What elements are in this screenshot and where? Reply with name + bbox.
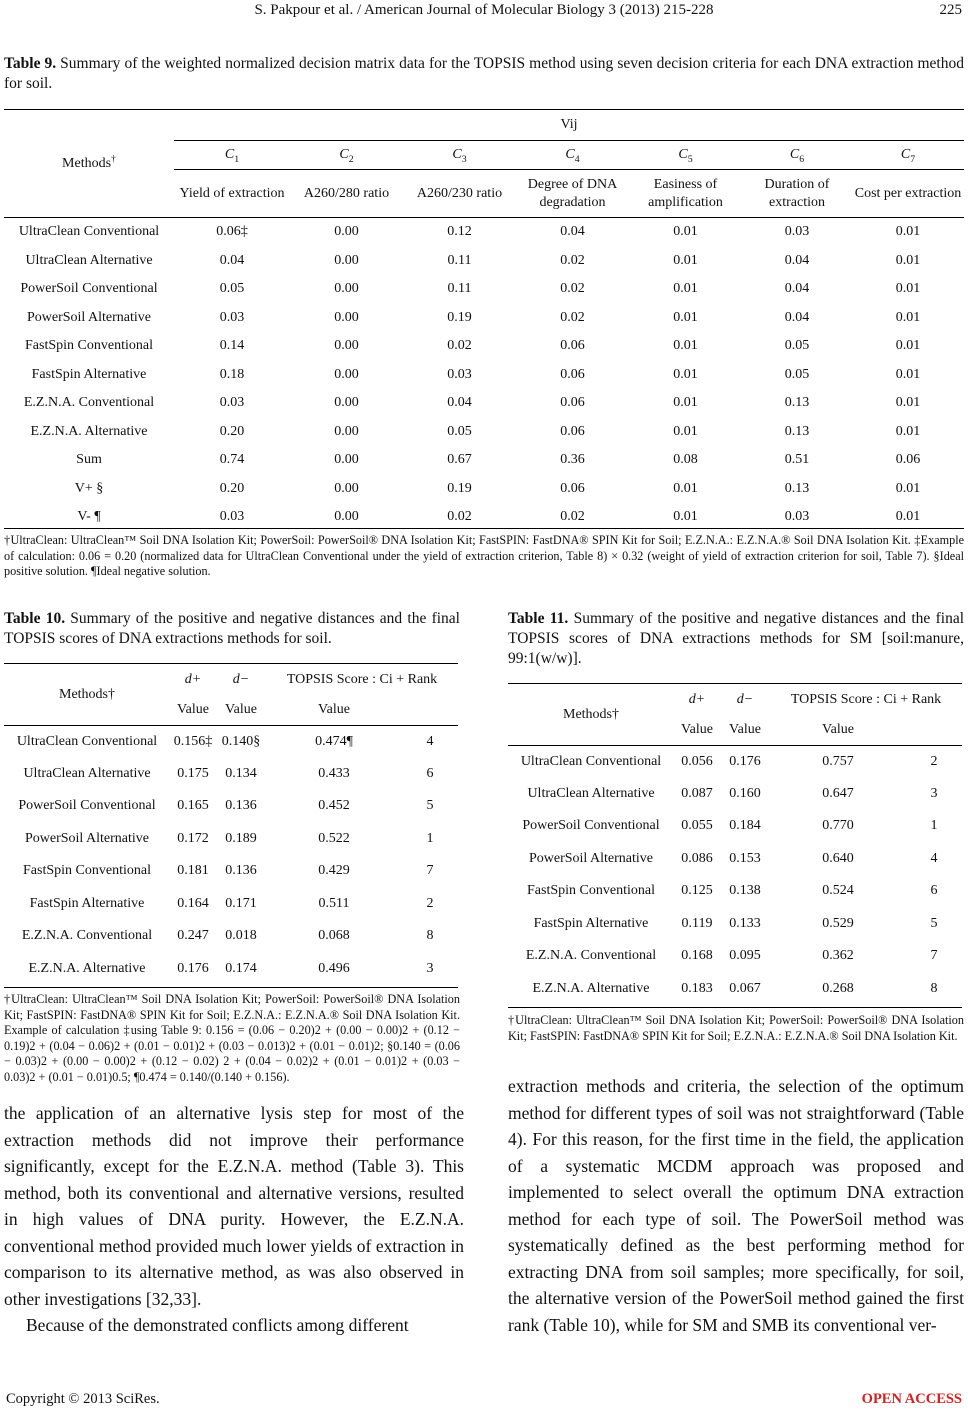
open-access-badge: OPEN ACCESS [861,1391,962,1407]
dminus-value: 0.134 [225,765,257,781]
table9-bottom-rule [4,528,964,529]
dplus-value: 0.125 [681,883,713,899]
table-cell: 0.01 [895,224,921,240]
table-cell: 0.02 [560,252,585,268]
table-cell: 0.00 [334,452,359,468]
table11 [508,685,962,1005]
dminus-value: 0.171 [225,895,257,911]
table9-criterion-code: $C_1$ [174,140,290,170]
rank: 6 [426,765,434,781]
table-row [508,778,962,811]
table9-criterion-name: Cost per extraction [854,185,962,201]
method-name: V- ¶ [77,509,101,525]
table11-top-rule [508,683,962,684]
method-name: FastSpin Conventional [527,883,655,899]
method-name: Sum [76,452,102,468]
method-name: UltraClean Conventional [16,733,158,749]
table-cell: 0.13 [784,395,810,411]
method-name: V+ § [74,480,104,496]
table10-value-header: Value [318,701,350,717]
table9-label: Table 9. [4,55,57,72]
table-cell: 0.01 [895,480,921,496]
table-cell: 0.01 [673,224,698,240]
left-body-text [4,1100,464,1339]
table-row [508,973,962,1006]
table-cell: 0.01 [673,281,698,297]
table-cell: 0.06 [560,338,585,354]
table10-methods-header: Methods† [59,686,115,702]
table-row [4,304,964,333]
table-row [4,855,458,888]
table-cell: 0.01 [673,423,698,439]
table-row [4,389,964,418]
table-cell: 0.01 [673,252,698,268]
table-cell: 0.05 [784,338,810,354]
table-cell: 0.06 [560,395,585,411]
table-row [508,843,962,876]
table11-label: Table 11. [508,610,569,627]
dminus-value: 0.138 [729,883,761,899]
method-name: PowerSoil Conventional [522,818,660,834]
table-cell: 0.01 [673,480,698,496]
table-cell: 0.18 [219,366,245,382]
table-cell: 0.03 [219,309,245,325]
rank: 7 [930,948,938,964]
dminus-value: 0.176 [729,753,761,769]
table-row [4,247,964,276]
table-cell: 0.05 [219,281,245,297]
table-cell: 0.67 [447,452,472,468]
method-name: E.Z.N.A. Conventional [21,928,153,944]
topsis-score: 0.496 [318,960,350,976]
rank: 8 [930,980,938,996]
table10-value-header: Value [225,701,257,717]
table-row [508,940,962,973]
table-cell: 0.00 [334,252,359,268]
dplus-value: 0.181 [177,863,209,879]
rank: 1 [426,830,434,846]
table-cell: 0.11 [447,281,472,297]
table10-top-rule [4,663,458,664]
table9-criterion-code: $C_6$ [742,140,852,170]
table11-score-header: TOPSIS Score : Ci + Rank [790,692,942,707]
table-cell: 0.01 [895,338,921,354]
dminus-value: 0.095 [729,948,761,964]
dplus-value: 0.164 [177,895,209,911]
method-name: FastSpin Alternative [31,366,147,382]
table-row [4,446,964,475]
table9-criterion-name: A260/230 ratio [416,185,503,201]
table-cell: 0.20 [219,480,245,496]
method-name: E.Z.N.A. Alternative [532,980,650,996]
table-cell: 0.00 [334,395,359,411]
table-cell: 0.36 [560,452,585,468]
dplus-value: 0.165 [177,798,209,814]
table-cell: 0.04 [447,395,472,411]
table-cell: 0.00 [334,338,359,354]
table10-caption [4,609,460,649]
table11-dminus-header: d− [736,692,754,707]
table-row [4,790,458,823]
rank: 6 [930,883,938,899]
method-name: FastSpin Alternative [29,895,145,911]
dplus-value: 0.156‡ [173,733,213,749]
method-name: FastSpin Conventional [23,863,151,879]
dminus-value: 0.140§ [221,733,261,749]
table11-dplus-header: d+ [688,692,706,707]
dminus-value: 0.153 [729,850,761,866]
rank: 5 [426,798,434,814]
table-cell: 0.04 [219,252,245,268]
topsis-score: 0.362 [822,948,854,964]
method-name: PowerSoil Conventional [20,281,158,297]
rank: 1 [930,818,938,834]
dplus-value: 0.086 [681,850,713,866]
dminus-value: 0.136 [225,863,257,879]
rank: 2 [426,895,434,911]
table9-criterion-name: Duration of extraction [764,176,830,210]
method-name: E.Z.N.A. Conventional [23,395,155,411]
table-row [4,418,964,447]
table-row [4,475,964,504]
method-name: UltraClean Conventional [520,753,662,769]
topsis-score: 0.268 [822,980,854,996]
table-cell: 0.74 [219,452,245,468]
table10-value-header: Value [177,701,209,717]
table-row [4,275,964,304]
table-cell: 0.00 [334,480,359,496]
table9-caption-text: Summary of the weighted normalized decision matrix data for the TOPSIS method using seven decision criteria for each DNA extraction method for soil. [4,55,964,92]
table-cell: 0.03 [219,395,245,411]
table-cell: 0.19 [447,480,472,496]
table9-criterion-name: Yield of extraction [179,185,285,201]
table11-bottom-rule [508,1007,962,1008]
rank: 3 [930,785,938,801]
table9-footnote: †UltraClean: UltraClean™ Soil DNA Isolation Kit; PowerSoil: PowerSoil® DNA Isolation Kit; FastSPIN: FastDNA® SPIN Kit for Soil; E.Z.N.A.: E.Z.N.A.® Soil DNA Isolation Kit. ‡Example of calculation: 0.06 = 0.20 (normalized data for UltraClean Conventional under the yield of extraction criterion, Table 8) × 0.32 (weight of yield of extraction criterion for soil, Table 7). §Ideal positive solution. ¶Ideal negative solution. [4,533,964,578]
table-cell: 0.13 [784,480,810,496]
table9-criterion-code: $C_4$ [516,140,629,170]
table10-dplus-header: d+ [184,672,202,687]
dplus-value: 0.168 [681,948,713,964]
table-cell: 0.08 [673,452,698,468]
table11-caption-text: Summary of the positive and negative distances and the final TOPSIS scores of DNA extractions methods for SM [soil:manure, 99:1(w/w)]. [508,610,965,667]
table-cell: 0.03 [447,366,472,382]
table9-methods-header: Methods† [62,152,116,171]
topsis-score: 0.770 [822,818,854,834]
page-number: 225 [939,2,962,18]
table-row [508,745,962,778]
topsis-score: 0.429 [318,863,350,879]
topsis-score: 0.529 [822,915,854,931]
rank: 3 [426,960,434,976]
method-name: PowerSoil Conventional [18,798,156,814]
dminus-value: 0.184 [729,818,761,834]
table-cell: 0.06 [560,480,585,496]
table-cell: 0.06 [560,366,585,382]
table10 [4,665,458,985]
table-cell: 0.04 [784,252,810,268]
table-cell: 0.02 [447,509,472,525]
table-cell: 0.00 [334,281,359,297]
running-title: S. Pakpour et al. / American Journal of Molecular Biology 3 (2013) 215-228 [254,2,714,18]
table9-criterion-code: $C_7$ [852,140,964,170]
topsis-score: 0.757 [822,753,854,769]
table-cell: 0.01 [895,252,921,268]
topsis-score: 0.511 [318,895,350,911]
table-cell: 0.04 [784,281,810,297]
table-cell: 0.51 [784,452,810,468]
topsis-score: 0.452 [318,798,350,814]
table-cell: 0.06 [895,452,921,468]
table11-caption [508,609,964,669]
topsis-score: 0.474¶ [315,733,353,749]
method-name: FastSpin Alternative [533,915,649,931]
dplus-value: 0.183 [681,980,713,996]
table-cell: 0.02 [560,509,585,525]
dplus-value: 0.175 [177,765,209,781]
table-cell: 0.00 [334,509,359,525]
table-cell: 0.20 [219,423,245,439]
method-name: PowerSoil Alternative [26,309,152,325]
table10-dminus-header: d− [232,672,250,687]
table-cell: 0.06 [560,423,585,439]
table11-value-header: Value [729,721,761,737]
table-cell: 0.06‡ [216,224,248,240]
right-body-text: extraction methods and criteria, the selection of the optimum method for different types of soil was not straightforward (Table 4). For this reason, for the first time in the field, the application of a systematic MCDM approach was proposed and implemented to select overall the optimum DNA extraction method for each type of soil. The PowerSoil method was systematically defined as the best performing method for extracting DNA from soil samples; more specifically, for soil, the alternative version of the PowerSoil method gained the first rank (Table 10), while for SM and SMB its conventional ver- [508,1076,964,1335]
left-paragraph-1: the application of an alternative lysis step for most of the extraction methods did not improve their performance significantly, except for the E.Z.N.A. method (Table 3). This method, both its conventional and alternative versions, resulted in high values of DNA purity. However, the E.Z.N.A. conventional method provided much lower yields of extraction in comparison to its alternative method, as was also observed in other investigations [32,33]. [4,1103,464,1309]
table-cell: 0.01 [895,281,921,297]
table-cell: 0.11 [447,252,472,268]
table-row [4,953,458,986]
topsis-score: 0.433 [318,765,350,781]
table-row [4,758,458,791]
table10-bottom-rule [4,987,458,988]
table-cell: 0.03 [784,509,810,525]
table-cell: 0.02 [560,309,585,325]
table-cell: 0.05 [784,366,810,382]
topsis-score: 0.524 [822,883,854,899]
rank: 2 [930,753,938,769]
table-cell: 0.02 [447,338,472,354]
table-row [4,920,458,953]
table-cell: 0.00 [334,366,359,382]
table-cell: 0.12 [447,224,472,240]
table-row [508,810,962,843]
table-row [4,823,458,856]
table-cell: 0.01 [673,338,698,354]
table11-footnote: †UltraClean: UltraClean™ Soil DNA Isolation Kit; PowerSoil: PowerSoil® DNA Isolation Kit; FastSPIN: FastDNA® SPIN Kit for Soil; E.Z.N.A.: E.Z.N.A.® Soil DNA Isolation Kit. [508,1013,964,1043]
table-cell: 0.01 [673,509,698,525]
dminus-value: 0.136 [225,798,257,814]
copyright: Copyright © 2013 SciRes. [6,1391,160,1407]
table9-criterion-name: A260/280 ratio [303,185,390,201]
table11-value-header: Value [681,721,713,737]
dminus-value: 0.174 [225,960,257,976]
table9 [4,110,964,532]
dminus-value: 0.189 [225,830,257,846]
table9-criterion-code: $C_3$ [403,140,516,170]
topsis-score: 0.522 [318,830,350,846]
method-name: UltraClean Alternative [23,765,151,781]
table9-vij-header: Vij [174,110,964,140]
table9-caption [4,54,964,94]
table-row [4,218,964,247]
dminus-value: 0.018 [225,928,257,944]
table-cell: 0.01 [673,395,698,411]
table10-score-header: TOPSIS Score : Ci + Rank [286,672,438,687]
table-cell: 0.01 [895,423,921,439]
rank: 7 [426,863,434,879]
table9-criterion-code: $C_2$ [290,140,403,170]
table-cell: 0.04 [560,224,585,240]
rank: 4 [930,850,938,866]
table-cell: 0.01 [895,366,921,382]
table-cell: 0.01 [895,309,921,325]
table-cell: 0.13 [784,423,810,439]
dminus-value: 0.133 [729,915,761,931]
table-row [4,725,458,758]
table11-methods-header: Methods† [563,706,619,722]
method-name: UltraClean Alternative [527,785,655,801]
method-name: UltraClean Conventional [18,224,160,240]
table-row [4,332,964,361]
running-header [0,2,968,22]
table10-footnote: †UltraClean: UltraClean™ Soil DNA Isolation Kit; PowerSoil: PowerSoil® DNA Isolation Kit; FastSPIN: FastDNA® SPIN Kit for Soil; E.Z.N.A.: E.Z.N.A.® Soil DNA Isolation Kit. Example of calculation ‡using Table 9: 0.156 = (0.06 − 0.20)2 + (0.00 − 0.00)2 + (0.12 − 0.19)2 + (0.04 − 0.06)2 + (0.01 − 0.01)2 + (0.03 − 0.013)2 + (0.01 − 0.01)2; §0.140 = (0.06 − 0.03)2 + (0.00 − 0.00)2 + (0.12 − 0.02) 2 + (0.04 − 0.02)2 + (0.01 − 0.01)2 + (0.03 − 0.03)2 + (0.01 − 0.01)0.5; ¶0.474 = 0.140/(0.140 + 0.156). [4,992,460,1084]
rank: 4 [426,733,434,749]
method-name: UltraClean Alternative [25,252,153,268]
table9-criterion-code: $C_5$ [629,140,742,170]
method-name: E.Z.N.A. Alternative [30,423,148,439]
table-cell: 0.04 [784,309,810,325]
table-cell: 0.02 [560,281,585,297]
dplus-value: 0.056 [681,753,713,769]
left-paragraph-2: Because of the demonstrated conflicts among different [26,1315,409,1335]
dplus-value: 0.119 [681,915,713,931]
dplus-value: 0.055 [681,818,713,834]
table-cell: 0.00 [334,309,359,325]
dminus-value: 0.067 [729,980,761,996]
table-row [508,908,962,941]
table-cell: 0.05 [447,423,472,439]
dplus-value: 0.176 [177,960,209,976]
dminus-value: 0.160 [729,785,761,801]
table-cell: 0.00 [334,224,359,240]
table10-caption-text: Summary of the positive and negative distances and the final TOPSIS scores of DNA extractions methods for soil. [4,610,460,647]
dplus-value: 0.172 [177,830,209,846]
table-cell: 0.03 [219,509,245,525]
dplus-value: 0.087 [681,785,713,801]
table-cell: 0.19 [447,309,472,325]
method-name: E.Z.N.A. Conventional [525,948,657,964]
table-row [4,888,458,921]
table10-label: Table 10. [4,610,66,627]
topsis-score: 0.640 [822,850,854,866]
rank: 5 [930,915,938,931]
table-cell: 0.00 [334,423,359,439]
table9-criterion-name: Easiness of amplification [648,176,723,210]
table9-criterion-name: Degree of DNA degradation [527,176,618,210]
method-name: PowerSoil Alternative [528,850,654,866]
topsis-score: 0.068 [318,928,350,944]
method-name: PowerSoil Alternative [24,830,150,846]
table-row [4,361,964,390]
method-name: FastSpin Conventional [25,338,153,354]
table-row [508,875,962,908]
table-cell: 0.01 [673,309,698,325]
dplus-value: 0.247 [177,928,209,944]
table-cell: 0.03 [784,224,810,240]
table11-value-header: Value [822,721,854,737]
table-cell: 0.01 [895,509,921,525]
table-cell: 0.01 [895,395,921,411]
method-name: E.Z.N.A. Alternative [28,960,146,976]
table-cell: 0.01 [673,366,698,382]
topsis-score: 0.647 [822,785,854,801]
table-cell: 0.14 [219,338,245,354]
rank: 8 [426,928,434,944]
